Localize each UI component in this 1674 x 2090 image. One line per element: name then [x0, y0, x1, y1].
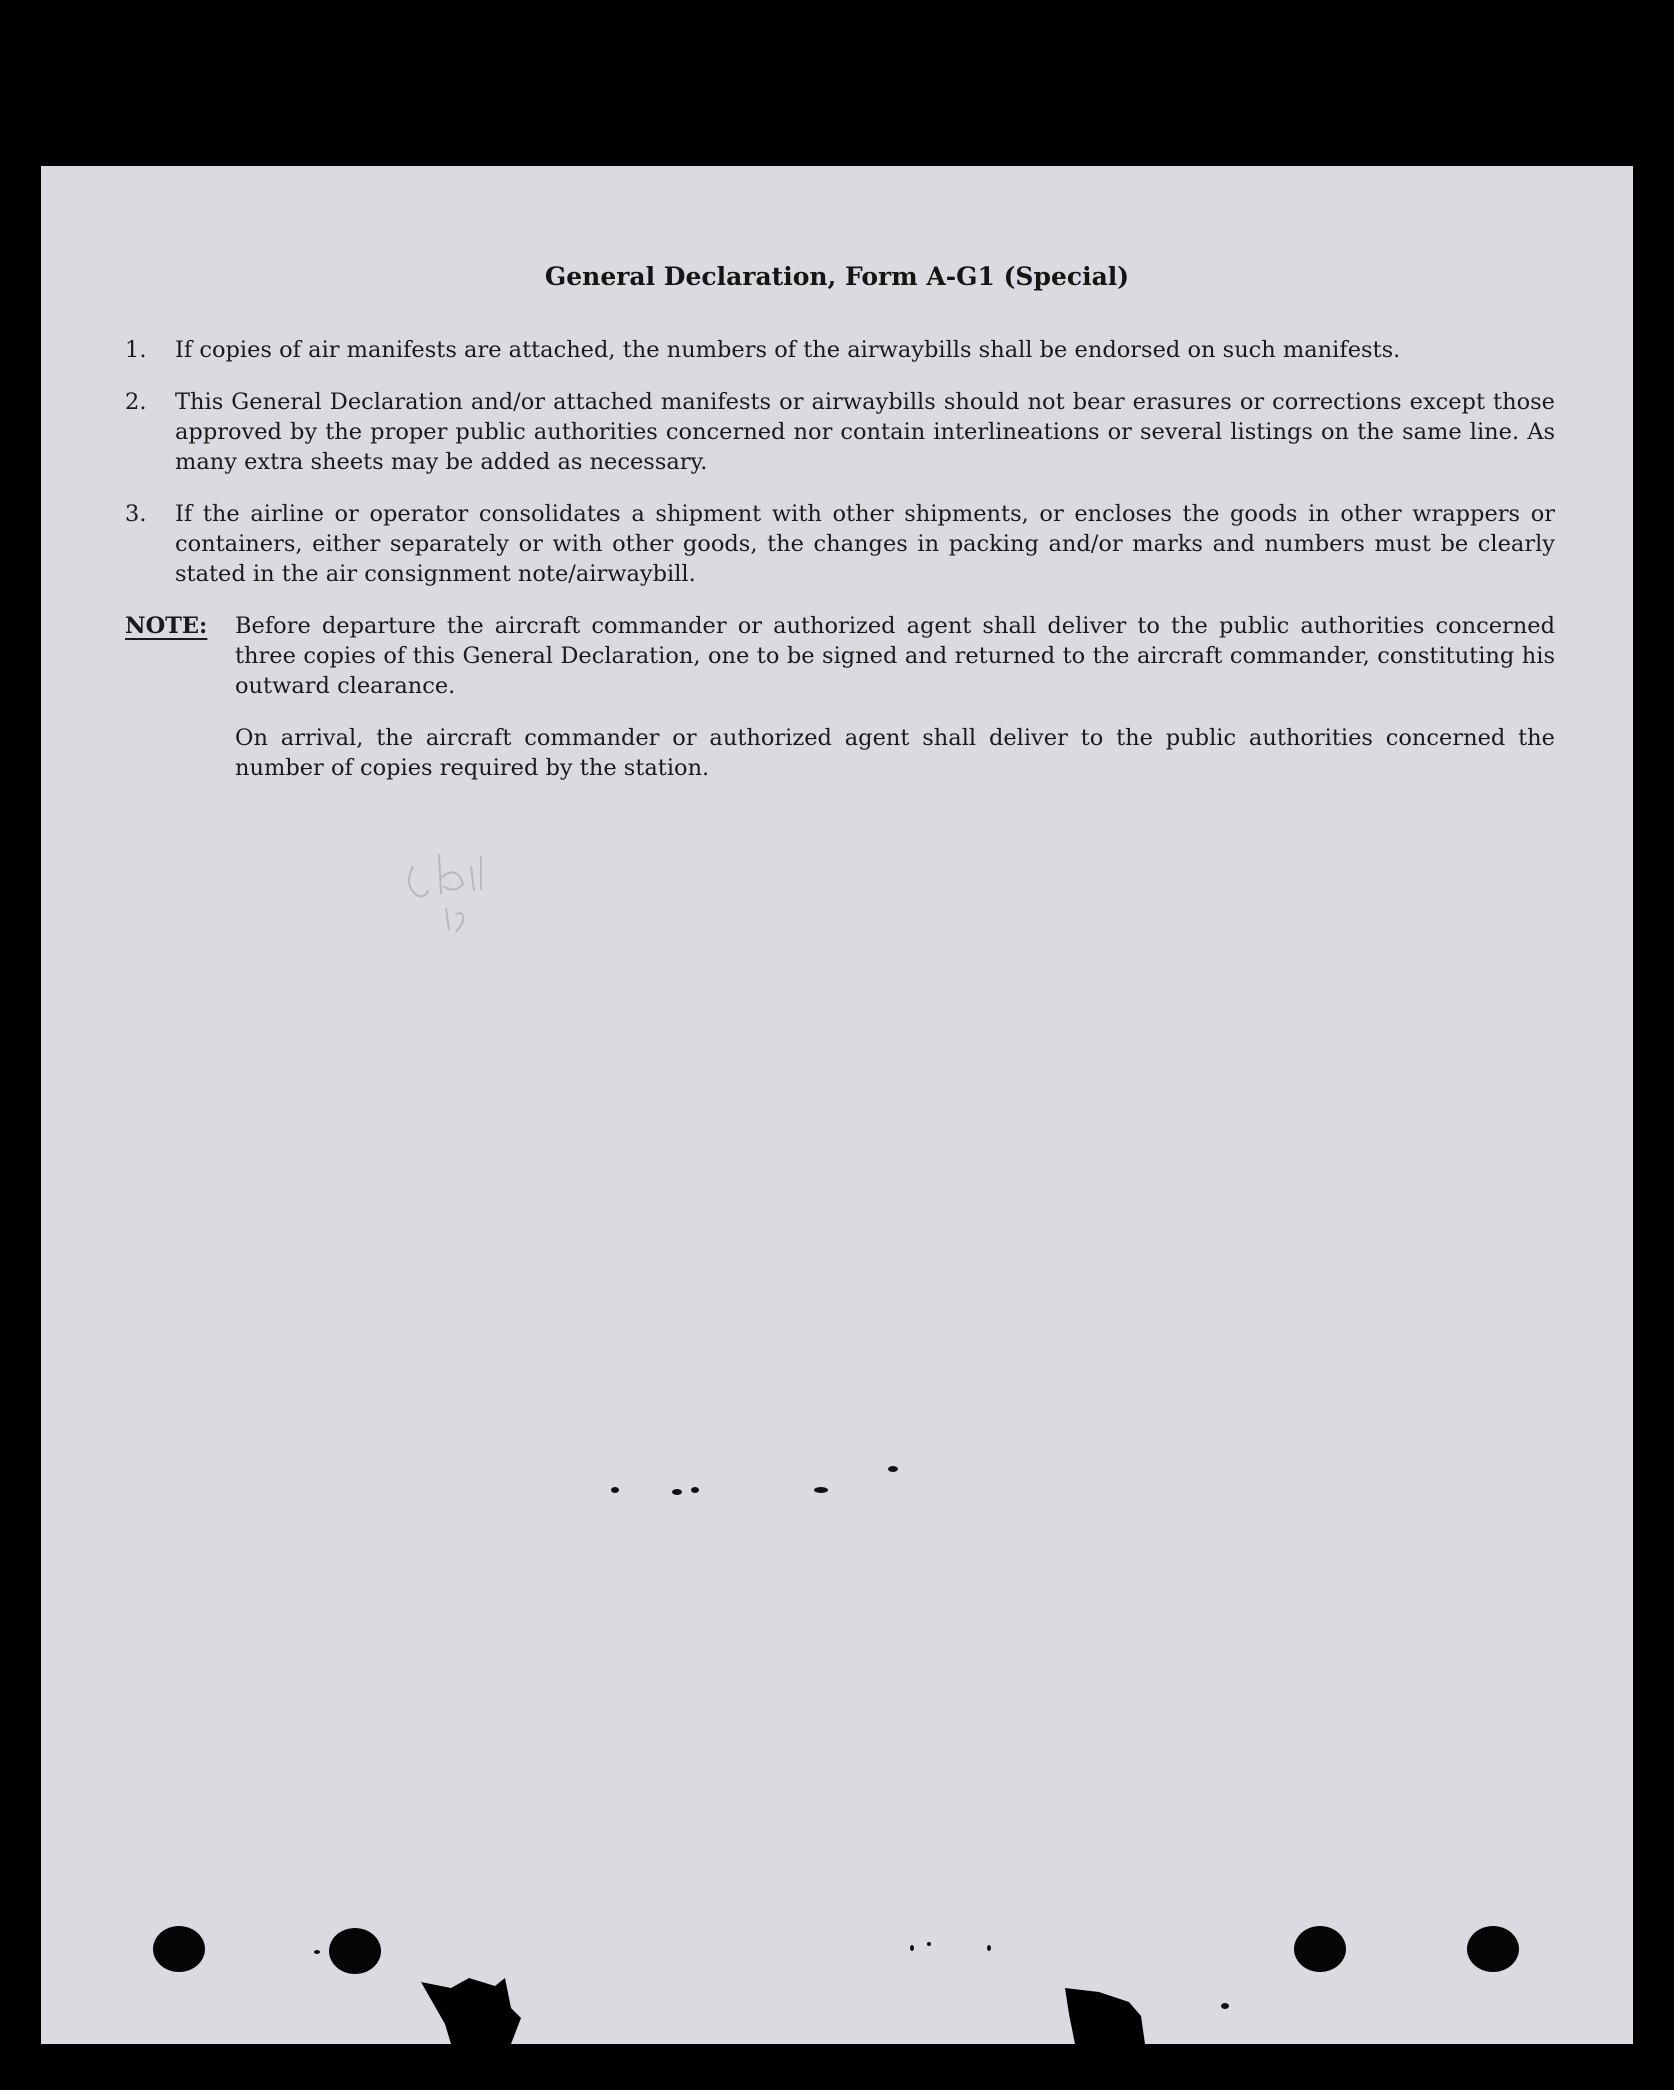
item-text: If copies of air manifests are attached, the numbers of the airwaybills shall be endorsed on such manifests. — [175, 337, 1401, 363]
item-number: 3. — [125, 501, 147, 527]
scan-artifacts — [41, 166, 1633, 2044]
item-text: If the airline or operator consolidates a shipment with other shipments, or encloses the goods in other wrappers or containers, either separately or with other goods, the changes in packing and/or marks and numbers must be clearly stated in the air consignment note/airwaybill. — [175, 501, 1555, 587]
punch-hole — [329, 1928, 381, 1974]
note-label: NOTE: — [125, 613, 208, 639]
punch-hole — [1467, 1926, 1519, 1972]
document-title: General Declaration, Form A-G1 (Special) — [544, 262, 1130, 291]
item-number: 2. — [125, 389, 147, 415]
torn-edge-bottom — [421, 1978, 1145, 2044]
item-number: 1. — [125, 337, 147, 363]
paper-specks — [314, 1466, 1229, 2009]
item-text: This General Declaration and/or attached manifests or airwaybills should not bear erasures or corrections except those approved by the proper public authorities concerned nor contain interlineations or several listings on the same line. As many extra sheets may be added as necessary. — [175, 389, 1555, 475]
pencil-mark — [409, 854, 481, 932]
note-paragraph: Before departure the aircraft commander or authorized agent shall deliver to the public authorities concerned three copies of this General Declaration, one to be signed and returned to the aircraft commander, constituting his outward clearance. — [235, 613, 1555, 699]
punch-hole — [153, 1926, 205, 1972]
punch-hole — [1294, 1926, 1346, 1972]
document-page — [41, 166, 1633, 2044]
note-paragraph: On arrival, the aircraft commander or authorized agent shall deliver to the public authorities concerned the number of copies required by the station. — [235, 725, 1555, 781]
